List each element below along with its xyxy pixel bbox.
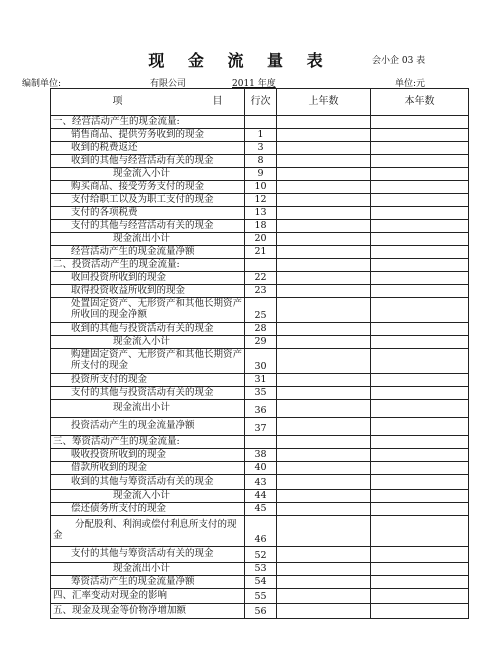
- row-label: 取得投资收益所收到的现金: [51, 285, 245, 298]
- table-row: [51, 336, 469, 349]
- table-row: [51, 589, 469, 604]
- row-current-year: [371, 387, 469, 400]
- row-prev-year: [277, 374, 371, 387]
- row-current-year: [371, 563, 469, 576]
- row-label: 二、投资活动产生的现金流量:: [51, 259, 245, 272]
- row-line-no: 55: [245, 589, 277, 604]
- row-current-year: [371, 323, 469, 336]
- row-current-year: [371, 272, 469, 285]
- row-line-no: 31: [245, 374, 277, 387]
- row-prev-year: [277, 194, 371, 207]
- row-current-year: [371, 349, 469, 374]
- row-current-year: [371, 418, 469, 436]
- table-row: [51, 418, 469, 436]
- row-line-no: 23: [245, 285, 277, 298]
- row-label: 吸收投资所收到的现金: [51, 449, 245, 462]
- row-prev-year: [277, 272, 371, 285]
- table-row: [51, 207, 469, 220]
- row-line-no: 22: [245, 272, 277, 285]
- row-prev-year: [277, 336, 371, 349]
- row-line-no: 36: [245, 400, 277, 418]
- row-line-no: 44: [245, 490, 277, 503]
- column-header-item-left: 项: [112, 96, 123, 108]
- row-current-year: [371, 155, 469, 168]
- row-label: 购建固定资产、无形资产和其他长期资产所支付的现金: [51, 349, 245, 374]
- row-line-no: 56: [245, 604, 277, 619]
- row-current-year: [371, 589, 469, 604]
- table-row: [51, 323, 469, 336]
- row-current-year: [371, 220, 469, 233]
- column-header-current-year: 本年数: [371, 89, 469, 116]
- row-prev-year: [277, 155, 371, 168]
- row-prev-year: [277, 116, 371, 129]
- row-prev-year: [277, 449, 371, 462]
- row-prev-year: [277, 589, 371, 604]
- row-prev-year: [277, 168, 371, 181]
- row-label: 收到的其他与筹资活动有关的现金: [51, 475, 245, 490]
- row-line-no: 46: [245, 516, 277, 547]
- row-prev-year: [277, 462, 371, 475]
- cash-flow-table: [50, 88, 469, 619]
- row-current-year: [371, 246, 469, 259]
- row-line-no: 45: [245, 503, 277, 516]
- row-prev-year: [277, 233, 371, 246]
- row-prev-year: [277, 259, 371, 272]
- row-prev-year: [277, 129, 371, 142]
- row-label: 借款所收到的现金: [51, 462, 245, 475]
- table-row: [51, 449, 469, 462]
- row-label: 三、筹资活动产生的现金流量:: [51, 436, 245, 449]
- preparing-unit-label: 编制单位:: [22, 79, 62, 89]
- row-current-year: [371, 490, 469, 503]
- row-current-year: [371, 181, 469, 194]
- row-label: 现金流入小计: [51, 490, 245, 503]
- row-prev-year: [277, 490, 371, 503]
- row-current-year: [371, 576, 469, 589]
- row-line-no: 21: [245, 246, 277, 259]
- row-line-no: 25: [245, 298, 277, 323]
- row-prev-year: [277, 220, 371, 233]
- row-line-no: 28: [245, 323, 277, 336]
- table-row: [51, 503, 469, 516]
- table-row: [51, 516, 469, 547]
- report-title: 现 金 流 量 表: [148, 51, 332, 70]
- table-row: [51, 436, 469, 449]
- table-row: [51, 194, 469, 207]
- table-row: [51, 233, 469, 246]
- table-row: [51, 272, 469, 285]
- table-row: [51, 285, 469, 298]
- table-row: [51, 259, 469, 272]
- row-prev-year: [277, 576, 371, 589]
- row-current-year: [371, 547, 469, 563]
- column-header-item-right: 目: [212, 96, 223, 108]
- row-line-no: 8: [245, 155, 277, 168]
- row-line-no: 9: [245, 168, 277, 181]
- row-line-no: 52: [245, 547, 277, 563]
- table-row: [51, 220, 469, 233]
- row-line-no: 38: [245, 449, 277, 462]
- report-year-value: 2011 年度: [232, 79, 276, 89]
- row-line-no: 12: [245, 194, 277, 207]
- row-label: 支付的其他与筹资活动有关的现金: [51, 547, 245, 563]
- row-current-year: [371, 503, 469, 516]
- table-row: [51, 490, 469, 503]
- row-line-no: 10: [245, 181, 277, 194]
- row-current-year: [371, 142, 469, 155]
- row-prev-year: [277, 475, 371, 490]
- row-label: 偿还债务所支付的现金: [51, 503, 245, 516]
- row-label: 收到的其他与投资活动有关的现金: [51, 323, 245, 336]
- row-prev-year: [277, 418, 371, 436]
- row-prev-year: [277, 349, 371, 374]
- row-line-no: 13: [245, 207, 277, 220]
- table-row: [51, 349, 469, 374]
- row-prev-year: [277, 246, 371, 259]
- column-header-line-no: 行次: [245, 89, 277, 116]
- row-prev-year: [277, 503, 371, 516]
- row-current-year: [371, 168, 469, 181]
- row-prev-year: [277, 547, 371, 563]
- row-label: 收到的税费返还: [51, 142, 245, 155]
- row-line-no: 54: [245, 576, 277, 589]
- row-label: 销售商品、提供劳务收到的现金: [51, 129, 245, 142]
- row-label: 五、现金及现金等价物净增加额: [51, 604, 245, 619]
- row-prev-year: [277, 142, 371, 155]
- row-current-year: [371, 516, 469, 547]
- row-current-year: [371, 475, 469, 490]
- table-row: [51, 298, 469, 323]
- row-current-year: [371, 436, 469, 449]
- row-prev-year: [277, 387, 371, 400]
- row-current-year: [371, 285, 469, 298]
- row-label: 投资所支付的现金: [51, 374, 245, 387]
- table-row: [51, 374, 469, 387]
- row-current-year: [371, 207, 469, 220]
- column-header-item: [51, 89, 245, 116]
- table-row: [51, 576, 469, 589]
- row-label: 四、汇率变动对现金的影响: [51, 589, 245, 604]
- row-label: 一、经营活动产生的现金流量:: [51, 116, 245, 129]
- table-row: [51, 168, 469, 181]
- row-label: 收回投资所收到的现金: [51, 272, 245, 285]
- row-prev-year: [277, 436, 371, 449]
- row-prev-year: [277, 323, 371, 336]
- row-current-year: [371, 400, 469, 418]
- row-label: 现金流入小计: [51, 336, 245, 349]
- row-line-no: [245, 259, 277, 272]
- row-current-year: [371, 462, 469, 475]
- form-number: 会小企 03 表: [372, 56, 426, 66]
- row-label: 投资活动产生的现金流量净额: [51, 418, 245, 436]
- table-row: [51, 387, 469, 400]
- table-row: [51, 400, 469, 418]
- currency-unit: 单位:元: [395, 79, 426, 89]
- row-current-year: [371, 259, 469, 272]
- row-label: 分配股利、利润或偿付利息所支付的现金: [51, 516, 245, 547]
- table-row: [51, 181, 469, 194]
- row-prev-year: [277, 516, 371, 547]
- row-line-no: 30: [245, 349, 277, 374]
- row-current-year: [371, 129, 469, 142]
- row-current-year: [371, 449, 469, 462]
- row-prev-year: [277, 285, 371, 298]
- row-label: 筹资活动产生的现金流量净额: [51, 576, 245, 589]
- row-line-no: 1: [245, 129, 277, 142]
- company-name: 有限公司: [150, 79, 187, 89]
- row-prev-year: [277, 400, 371, 418]
- table-row: [51, 129, 469, 142]
- row-line-no: 29: [245, 336, 277, 349]
- row-label: 支付的各项税费: [51, 207, 245, 220]
- row-label: 现金流出小计: [51, 233, 245, 246]
- row-current-year: [371, 116, 469, 129]
- row-line-no: [245, 116, 277, 129]
- row-prev-year: [277, 181, 371, 194]
- row-current-year: [371, 298, 469, 323]
- row-label: 收到的其他与经营活动有关的现金: [51, 155, 245, 168]
- row-label: 购买商品、接受劳务支付的现金: [51, 181, 245, 194]
- table-row: [51, 604, 469, 619]
- row-current-year: [371, 604, 469, 619]
- table-row: [51, 547, 469, 563]
- row-current-year: [371, 194, 469, 207]
- row-label: 现金流出小计: [51, 400, 245, 418]
- row-label: 经营活动产生的现金流量净额: [51, 246, 245, 259]
- row-line-no: 53: [245, 563, 277, 576]
- row-line-no: 35: [245, 387, 277, 400]
- row-line-no: 20: [245, 233, 277, 246]
- table-row: [51, 563, 469, 576]
- row-prev-year: [277, 563, 371, 576]
- row-label: 处置固定资产、无形资产和其他长期资产所收回的现金净额: [51, 298, 245, 323]
- table-row: [51, 116, 469, 129]
- row-current-year: [371, 233, 469, 246]
- row-current-year: [371, 336, 469, 349]
- column-header-prev-year: 上年数: [277, 89, 371, 116]
- row-current-year: [371, 374, 469, 387]
- row-label: 现金流入小计: [51, 168, 245, 181]
- row-line-no: 37: [245, 418, 277, 436]
- table-row: [51, 246, 469, 259]
- table-row: [51, 142, 469, 155]
- row-prev-year: [277, 604, 371, 619]
- row-line-no: [245, 436, 277, 449]
- table-row: [51, 462, 469, 475]
- row-line-no: 18: [245, 220, 277, 233]
- row-label: 现金流出小计: [51, 563, 245, 576]
- row-prev-year: [277, 298, 371, 323]
- table-row: [51, 475, 469, 490]
- row-line-no: 43: [245, 475, 277, 490]
- row-prev-year: [277, 207, 371, 220]
- row-label: 支付的其他与经营活动有关的现金: [51, 220, 245, 233]
- row-line-no: 3: [245, 142, 277, 155]
- table-header-row: [51, 89, 469, 116]
- table-row: [51, 155, 469, 168]
- row-label: 支付的其他与投资活动有关的现金: [51, 387, 245, 400]
- row-line-no: 40: [245, 462, 277, 475]
- row-label: 支付给职工以及为职工支付的现金: [51, 194, 245, 207]
